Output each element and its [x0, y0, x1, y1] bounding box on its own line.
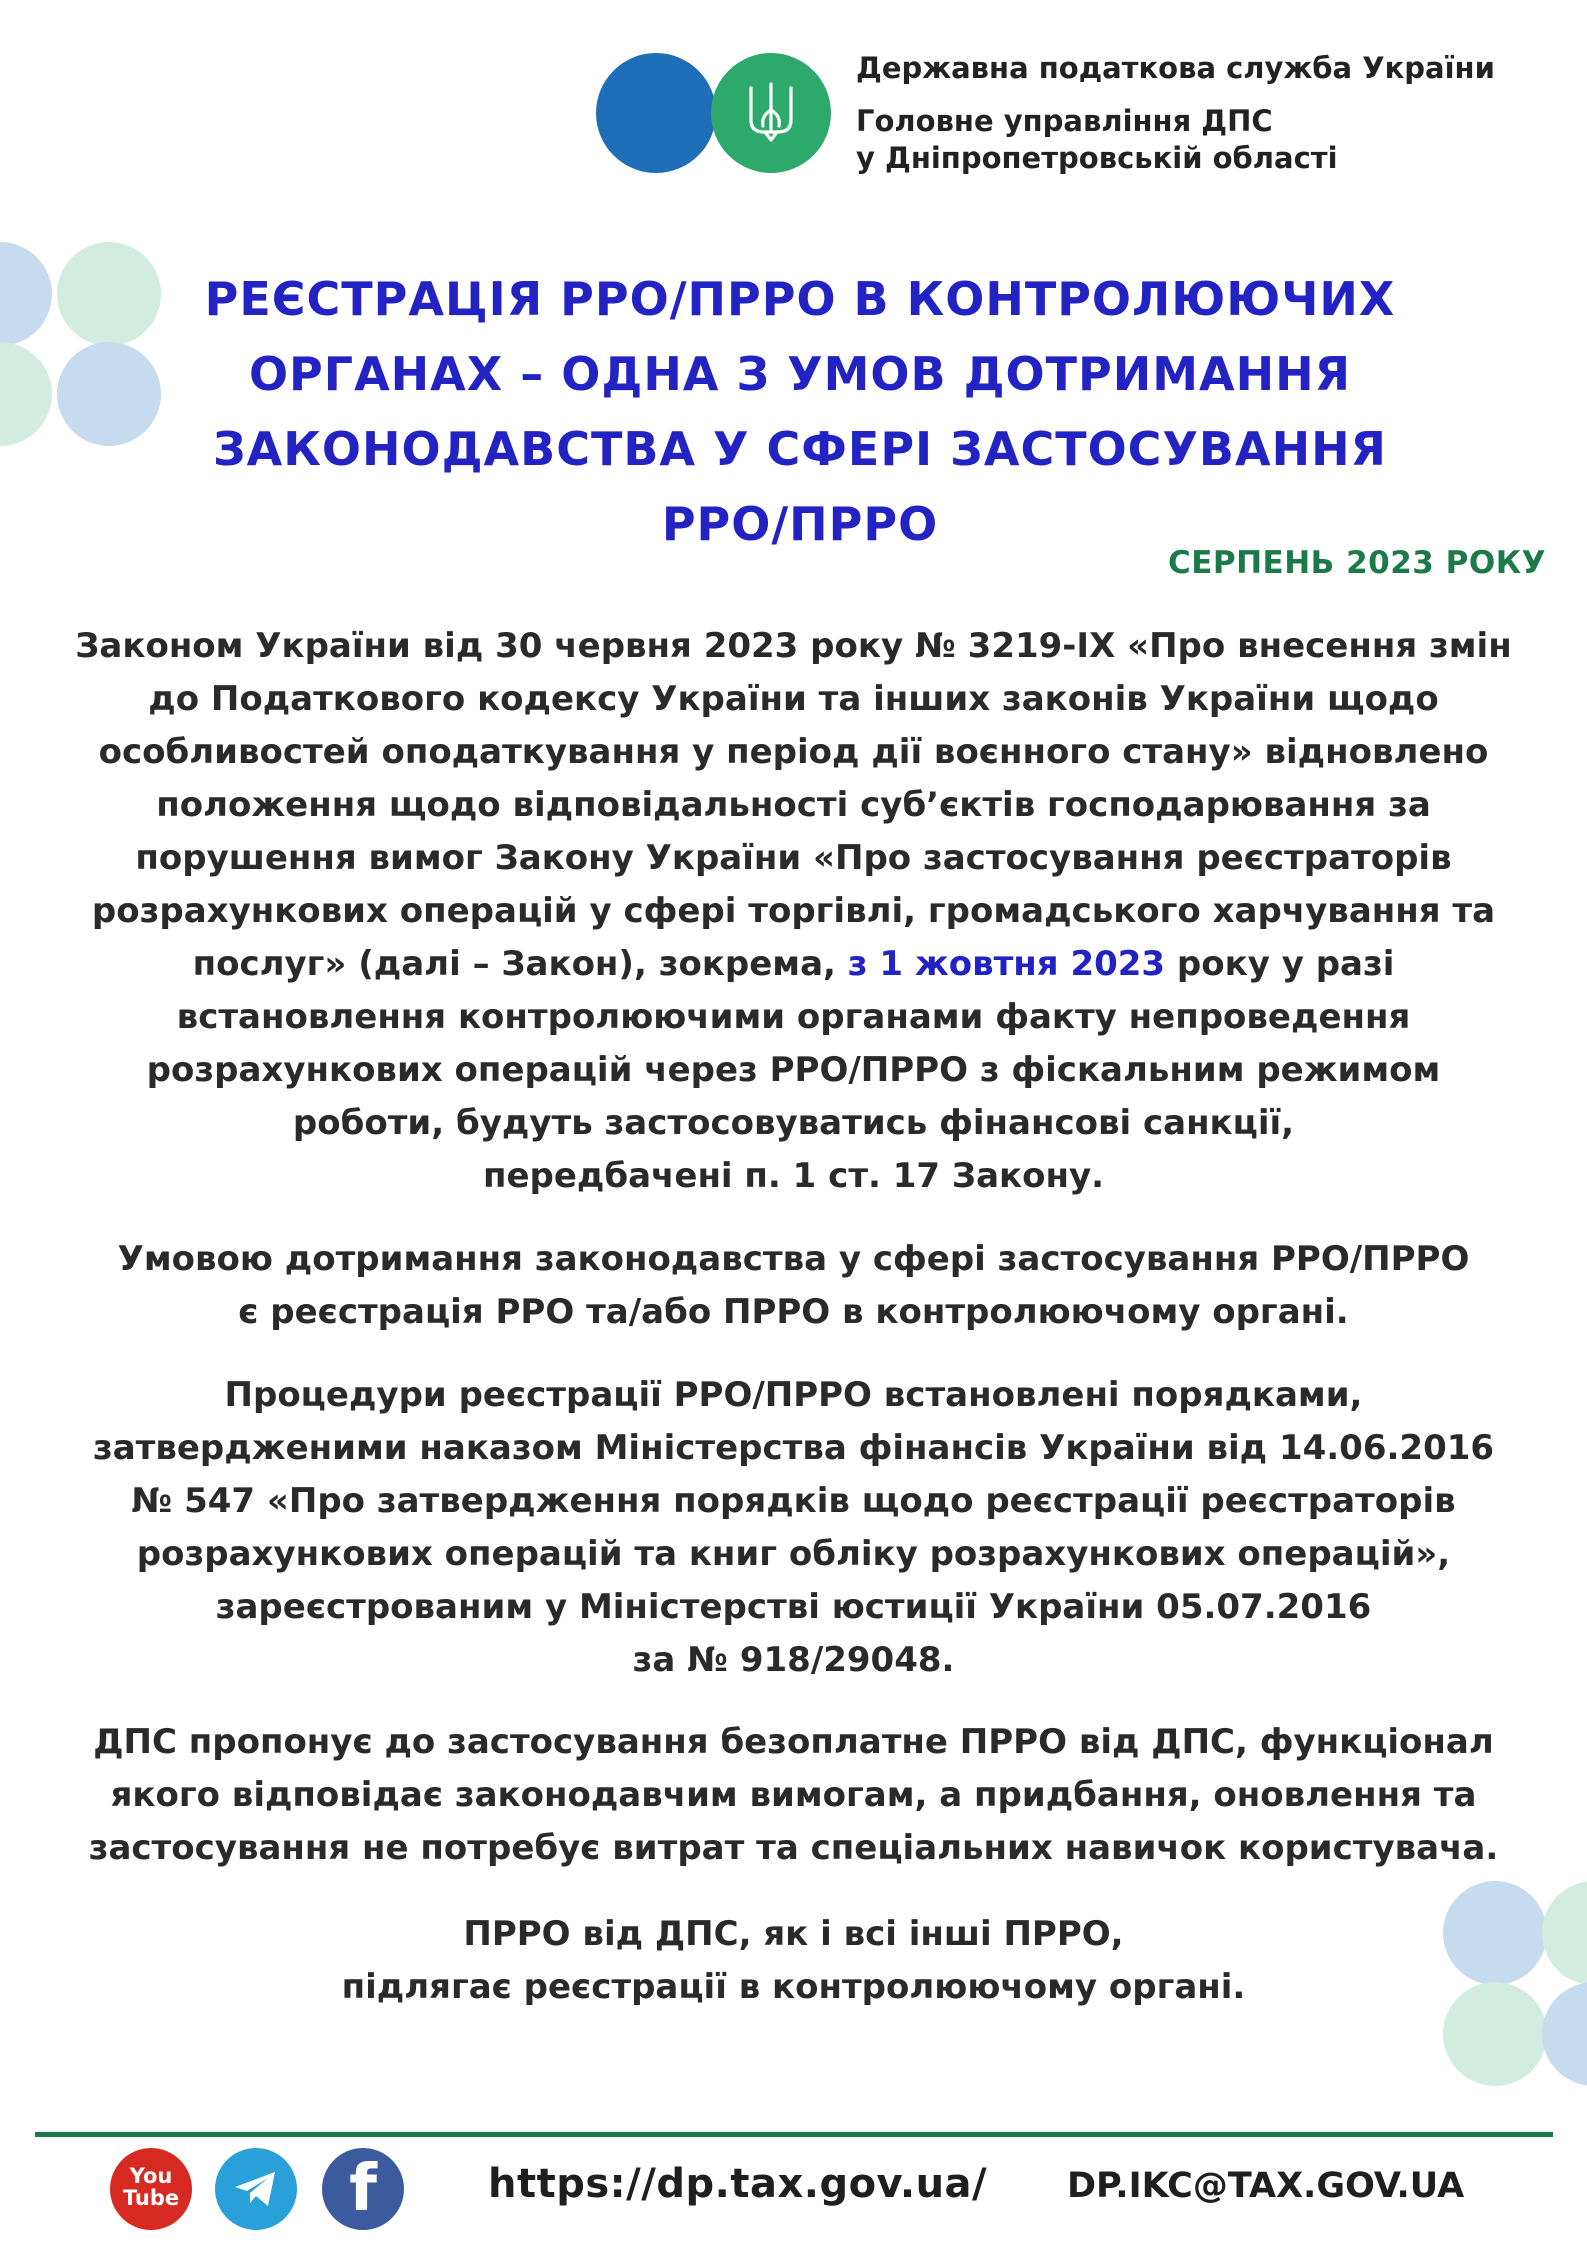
text-line: є реєстрація РРО та/або ПРРО в контролюючому органі.	[238, 1292, 1349, 1332]
decor-circle	[0, 242, 52, 346]
paragraph-law	[20, 620, 1567, 1203]
title-line: РЕЄСТРАЦІЯ РРО/ПРРО В КОНТРОЛЮЮЧИХ	[204, 272, 1396, 326]
org-line-1: Державна податкова служба України	[856, 51, 1495, 85]
page-title	[150, 262, 1450, 562]
text-line: розрахункових операцій через РРО/ПРРО з фіскальним режимом	[146, 1050, 1441, 1090]
text-line: роботи, будуть застосовуватись фінансові санкції,	[292, 1103, 1295, 1143]
logo-green-circle	[711, 53, 831, 173]
text-line: до Податкового кодексу України та інших законів України щодо	[148, 679, 1439, 719]
paragraph-condition	[20, 1233, 1567, 1339]
paragraph-registration	[20, 1908, 1567, 2014]
text-line: підлягає реєстрації в контролюючому органі.	[341, 1967, 1246, 2007]
text-line: розрахункових операцій у сфері торгівлі, громадського харчування та	[91, 891, 1496, 931]
decor-circle	[57, 242, 161, 346]
youtube-icon[interactable]: You Tube	[110, 2148, 192, 2230]
decor-circle	[57, 342, 161, 446]
text-line: ПРРО від ДПС, як і всі інші ПРРО,	[463, 1914, 1124, 1954]
paragraph-procedure	[20, 1369, 1567, 1687]
text-line: передбачені п. 1 ст. 17 Закону.	[482, 1156, 1105, 1196]
website-link[interactable]: https://dp.tax.gov.ua/	[488, 2161, 988, 2207]
text-line: Умовою дотримання законодавства у сфері застосування РРО/ПРРО	[117, 1239, 1470, 1279]
facebook-icon[interactable]: f	[322, 2148, 404, 2230]
publication-date: СЕРПЕНЬ 2023 РОКУ	[1167, 545, 1546, 581]
text-line: Законом України від 30 червня 2023 року № 3219-ІХ «Про внесення змін	[75, 626, 1512, 666]
title-line: РРО/ПРРО	[661, 497, 939, 551]
email-link[interactable]: DP.IKC@TAX.GOV.UA	[1067, 2166, 1465, 2206]
text-line	[20, 938, 1567, 991]
text-line: Процедури реєстрації РРО/ПРРО встановлені порядками,	[224, 1375, 1363, 1415]
paragraph-offer	[20, 1716, 1567, 1875]
title-line: ОРГАНАХ – ОДНА З УМОВ ДОТРИМАННЯ	[248, 347, 1352, 401]
telegram-icon[interactable]	[215, 2148, 297, 2230]
text-line: розрахункових операцій та книг обліку розрахункових операцій»,	[136, 1534, 1451, 1574]
org-line-2: Головне управління ДПС	[856, 104, 1273, 138]
text-line: за № 918/29048.	[632, 1640, 955, 1680]
title-line: ЗАКОНОДАВСТВА У СФЕРІ ЗАСТОСУВАННЯ	[213, 422, 1387, 476]
text-line: застосування не потребує витрат та спеціальних навичок користувача.	[88, 1828, 1499, 1868]
text-line: № 547 «Про затвердження порядків щодо реєстрації реєстраторів	[131, 1481, 1456, 1521]
text-line: особливостей оподаткування у період дії воєнного стану» відновлено	[98, 732, 1489, 772]
text-line: ДПС пропонує до застосування безоплатне ПРРО від ДПС, функціонал	[93, 1722, 1494, 1762]
text-line: затвердженими наказом Міністерства фінансів України від 14.06.2016	[92, 1428, 1495, 1468]
text-segment: послуг» (далі – Закон), зокрема,	[192, 944, 848, 984]
org-line-3: у Дніпропетровській області	[856, 141, 1338, 175]
logo-blue-circle	[596, 53, 716, 173]
highlight-date: з 1 жовтня 2023	[847, 944, 1166, 984]
text-line: встановлення контролюючими органами факту непроведення	[176, 997, 1411, 1037]
text-segment: року у разі	[1165, 944, 1395, 984]
paper-plane-icon	[233, 2169, 279, 2209]
text-line: якого відповідає законодавчим вимогам, а придбання, оновлення та	[110, 1775, 1477, 1815]
organization-name	[856, 50, 1495, 177]
decor-circle	[0, 342, 52, 446]
text-line: порушення вимог Закону України «Про застосування реєстраторів	[135, 838, 1452, 878]
footer-divider	[35, 2132, 1553, 2137]
text-line: зареєстрованим у Міністерстві юстиції України 05.07.2016	[215, 1587, 1372, 1627]
text-line: положення щодо відповідальності суб’єктів господарювання за	[156, 785, 1431, 825]
trident-icon	[746, 80, 796, 146]
